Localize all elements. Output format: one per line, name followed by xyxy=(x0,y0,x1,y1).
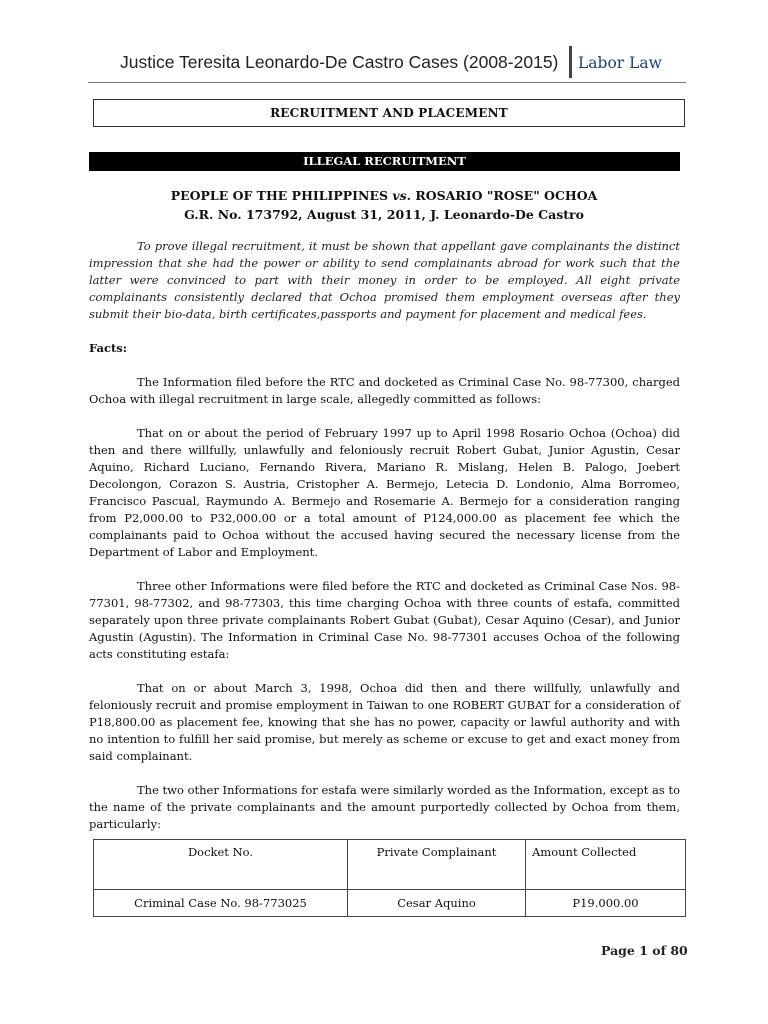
case-citation: G.R. No. 173792, August 31, 2011, J. Leonardo-De Castro xyxy=(184,207,584,222)
case-parties xyxy=(88,186,680,205)
facts-label: Facts: xyxy=(89,341,128,355)
information-quote: That on or about the period of February 1997 up to April 1998 Rosario Ochoa (Ochoa) did then and there willfully, unlawfully and feloniously recruit Robert Gubat, Junior Agustin, Cesar Aquino, Richard Luciano, Fernando Rivera, Mariano R. Mislang, Helen B. Palogo, Joebert Decolongon, Corazon S. Austria, Cristopher A. Bermejo, Letecia D. Londonio, Alma Borromeo, Francisco Pascual, Raymundo A. Bermejo and Rosemarie A. Bermejo for a consideration ranging from P2,000.00 to P32,000.00 or a total amount of P124,000.00 as placement fee which the complainants paid to Ochoa without the accused having secured the necessary license from the Department of Labor and Employment. xyxy=(89,426,680,559)
header-amount: Amount Collected xyxy=(526,840,686,890)
estafa-table xyxy=(93,839,686,917)
header-subject: Labor Law xyxy=(578,54,662,72)
body-paragraph-2: Three other Informations were filed before the RTC and docketed as Criminal Case Nos. 98-77301, 98-77302, and 98-77303, this time charging Ochoa with three counts of estafa, committed separately upon three private complainants Robert Gubat (Gubat), Cesar Aquino (Cesar), and Junior Agustin (Agustin). The Information in Criminal Case No. 98-77301 accuses Ochoa of the following acts constituting estafa: xyxy=(89,579,680,661)
section-heading: RECRUITMENT AND PLACEMENT xyxy=(93,99,685,127)
running-header xyxy=(88,44,686,83)
body-paragraph-3: The two other Informations for estafa were similarly worded as the Information, except as to the name of the private complainants and the amount purportedly collected by Ochoa from them, particularly: xyxy=(89,783,680,831)
case-party-accused: ROSARIO "ROSE" OCHOA xyxy=(415,188,598,203)
case-title xyxy=(88,186,680,224)
page-current: 1 xyxy=(639,943,648,958)
page-of: of xyxy=(652,943,666,958)
header-title: Justice Teresita Leonardo-De Castro Cases (2008-2015) xyxy=(120,52,559,72)
page-total: 80 xyxy=(670,943,688,958)
cell-amount: P19.000.00 xyxy=(526,890,686,917)
subsection-heading: ILLEGAL RECRUITMENT xyxy=(89,152,680,171)
header-complainant: Private Complainant xyxy=(348,840,526,890)
body-paragraph-1: The Information filed before the RTC and docketed as Criminal Case No. 98-77300, charged Ochoa with illegal recruitment in large scale, allegedly committed as follows: xyxy=(89,375,680,406)
page-number xyxy=(601,943,688,958)
case-versus: vs. xyxy=(392,188,412,203)
cell-docket: Criminal Case No. 98-773025 xyxy=(94,890,348,917)
estafa-quote: That on or about March 3, 1998, Ochoa did then and there willfully, unlawfully and feloniously recruit and promise employment in Taiwan to one ROBERT GUBAT for a consideration of P18,800.00 as placement fee, knowing that she has no power, capacity or lawful authority and with no intention to fulfill her said promise, but merely as scheme or excuse to get and exact money from said complainant. xyxy=(89,681,680,763)
header-docket: Docket No. xyxy=(94,840,348,890)
cell-complainant: Cesar Aquino xyxy=(348,890,526,917)
case-party-prosecution: PEOPLE OF THE PHILIPPINES xyxy=(170,188,388,203)
page-label: Page xyxy=(601,943,635,958)
case-body xyxy=(89,238,680,833)
doctrine-paragraph: To prove illegal recruitment, it must be shown that appellant gave complainants the distinct impression that she had the power or ability to send complainants abroad for work such that the latter were convinced to part with their money in order to be employed. All eight private complainants consistently declared that Ochoa promised them employment overseas after they submit their bio-data, birth certificates,passports and payment for placement and medical fees. xyxy=(89,239,680,321)
table-header-row xyxy=(94,840,686,890)
header-divider xyxy=(569,46,572,78)
table-row xyxy=(94,890,686,917)
